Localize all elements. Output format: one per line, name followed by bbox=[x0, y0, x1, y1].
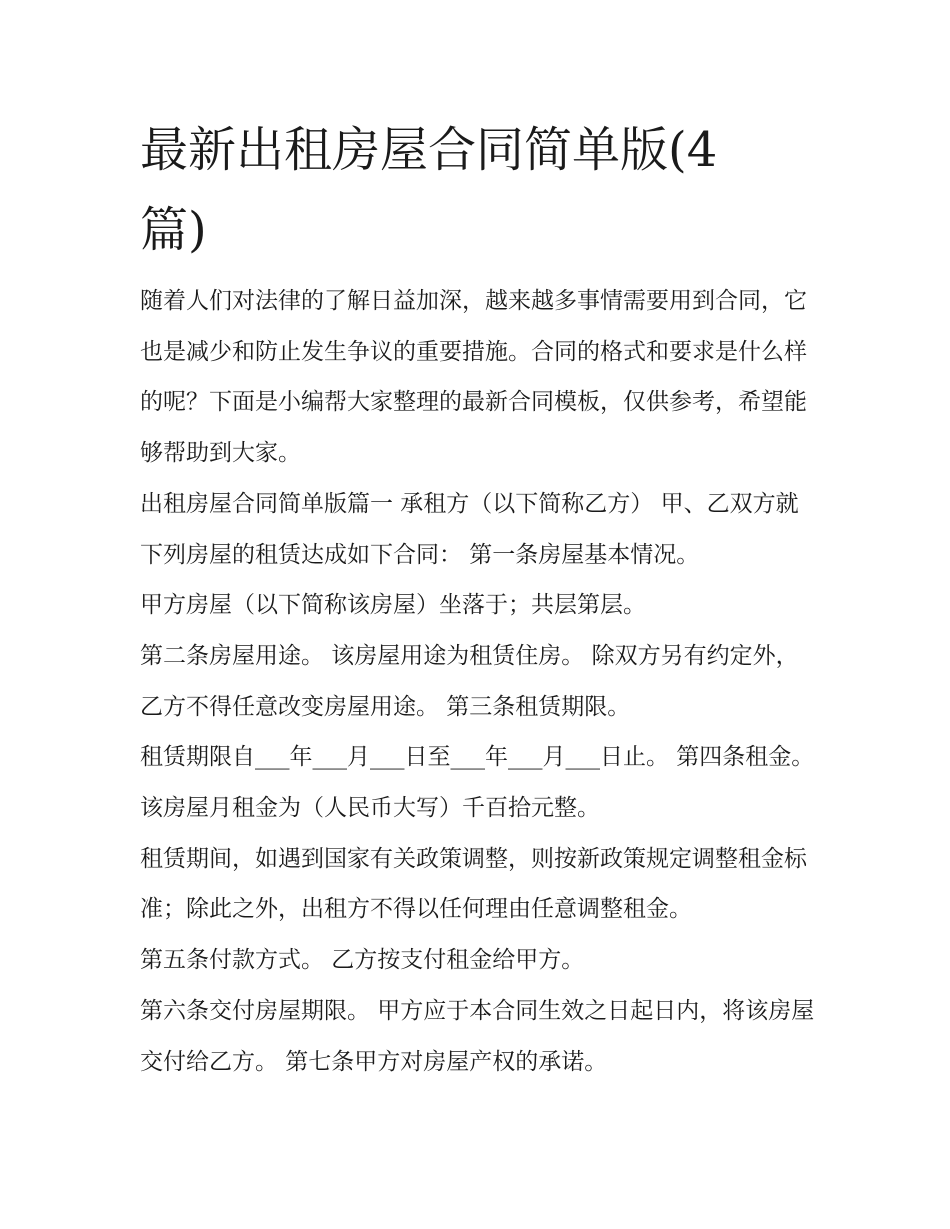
document-body bbox=[140, 276, 820, 1087]
paragraph-rent-adjustment: 租赁期间，如遇到国家有关政策调整，则按新政策规定调整租金标准；除此之外，出租方不得以任何理由任意调整租金。 bbox=[140, 845, 807, 923]
paragraph-article-1: 出租房屋合同简单版篇一 承租方（以下简称乙方） 甲、乙双方就下列房屋的租赁达成如下合同： 第一条房屋基本情况。 bbox=[140, 490, 799, 568]
paragraph-lease-term: 租赁期限自___年___月___日至___年___月___日止。 第四条租金。 bbox=[140, 744, 815, 771]
paragraph-property-location: 甲方房屋（以下简称该房屋）坐落于；共层第层。 bbox=[140, 592, 646, 619]
document-title: 最新出租房屋合同简单版(4篇) bbox=[140, 122, 718, 258]
paragraph-article-6-7: 第六条交付房屋期限。 甲方应于本合同生效之日起日内，将该房屋交付给乙方。 第七条甲方对房屋产权的承诺。 bbox=[140, 997, 815, 1075]
paragraph-article-2-3: 第二条房屋用途。 该房屋用途为租赁住房。 除双方另有约定外，乙方不得任意改变房屋用途。 第三条租赁期限。 bbox=[140, 642, 799, 720]
paragraph-monthly-rent: 该房屋月租金为（人民币大写）千百拾元整。 bbox=[140, 795, 600, 822]
paragraph-intro: 随着人们对法律的了解日益加深，越来越多事情需要用到合同，它也是减少和防止发生争议的重要措施。合同的格式和要求是什么样的呢？下面是小编帮大家整理的最新合同模板，仅供参考，希望能够帮助到大家。 bbox=[140, 288, 807, 467]
paragraph-article-5: 第五条付款方式。 乙方按支付租金给甲方。 bbox=[140, 947, 585, 974]
